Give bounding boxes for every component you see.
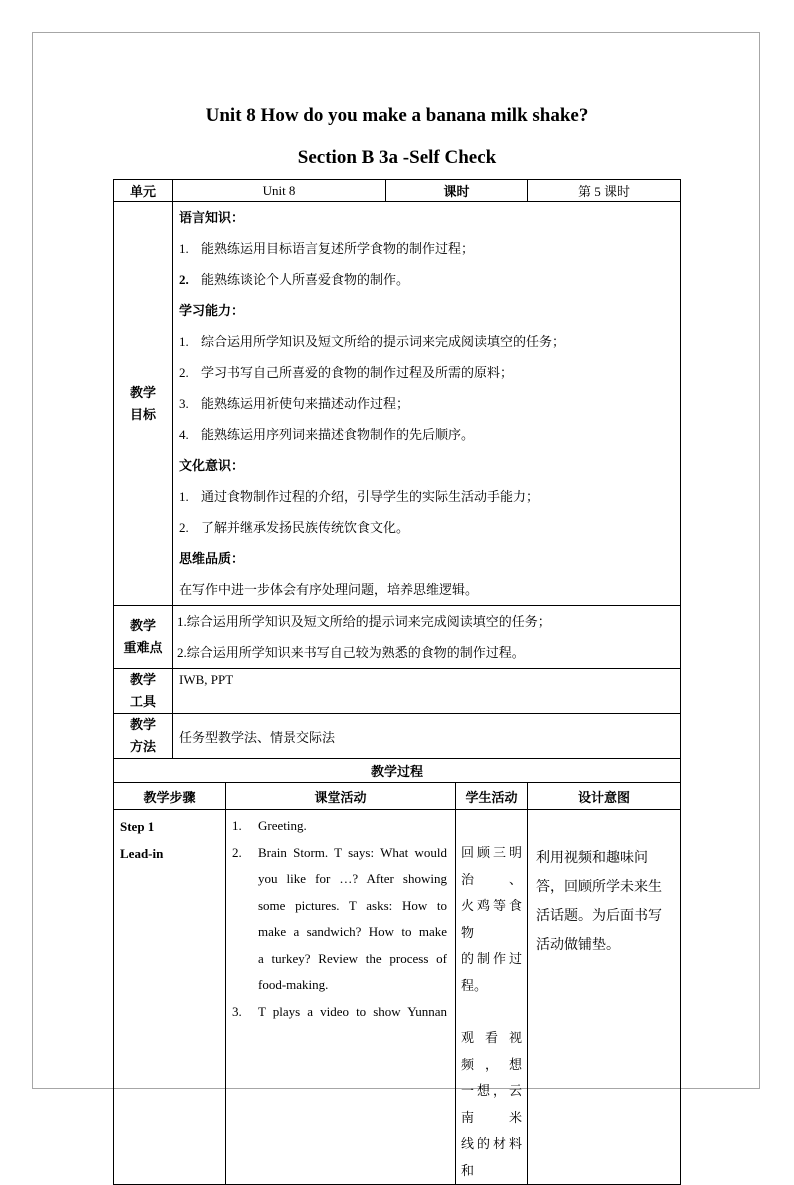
student-activity-cell: 回顾三明治、 火鸡等食物 的制作过程。 观看视频，想 一想，云南米 线的材料和 <box>456 810 528 1185</box>
design-intent-cell: 利用视频和趣味问 答，回顾所学未来生 活话题。为后面书写 活动做铺垫。 <box>528 810 681 1185</box>
key-point-item: 2.综合运用所学知识来书写自己较为熟悉的食物的制作过程。 <box>177 645 525 660</box>
process-header-row <box>114 783 681 810</box>
key-points-row <box>114 606 681 669</box>
column-header-steps: 教学步骤 <box>114 783 226 810</box>
period-value: 第 5 课时 <box>528 180 681 202</box>
section-heading: 思维品质： <box>179 551 245 566</box>
column-header-intent: 设计意图 <box>528 783 681 810</box>
column-header-activities: 课堂活动 <box>226 783 456 810</box>
column-header-student: 学生活动 <box>456 783 528 810</box>
tools-value: IWB, PPT <box>173 669 681 714</box>
objective-item: 1. 综合运用所学知识及短文所给的提示词来完成阅读填空的任务； <box>179 334 566 349</box>
methods-label: 教学 方法 <box>114 714 173 759</box>
objectives-label: 教学 目标 <box>114 202 173 606</box>
methods-value: 任务型教学法、情景交际法 <box>173 714 681 759</box>
step-number: Step 1 <box>120 819 155 834</box>
lesson-plan-table <box>113 179 681 1185</box>
process-heading-row <box>114 759 681 783</box>
key-points-label: 教学 重难点 <box>114 606 173 669</box>
objective-item: 2. 能熟练谈论个人所喜爱食物的制作。 <box>179 272 410 287</box>
page-title: Unit 8 How do you make a banana milk shake? <box>205 105 589 126</box>
section-heading: 语言知识： <box>179 210 245 225</box>
objective-item: 2. 学习书写自己所喜爱的食物的制作过程及所需的原料； <box>179 365 514 380</box>
unit-label: 单元 <box>114 180 173 202</box>
objective-plain: 在写作中进一步体会有序处理问题，培养思维逻辑。 <box>179 582 479 597</box>
step-cell <box>114 810 226 1185</box>
activity-item: 1. Greeting. <box>232 818 307 833</box>
objective-item: 3. 能熟练运用祈使句来描述动作过程； <box>179 396 410 411</box>
key-point-item: 1.综合运用所学知识及短文所给的提示词来完成阅读填空的任务； <box>177 614 551 629</box>
step-name: Lead-in <box>120 846 164 861</box>
objectives-row <box>114 202 681 606</box>
objective-item: 1. 通过食物制作过程的介绍，引导学生的实际生活动手能力； <box>179 489 540 504</box>
activities-cell: 1. Greeting. 2. Brain Storm. T says: What would you like for …? After showing some pictures. T asks: How to make a sandwich? How to make a turkey? Review the process of food-making. 3. T plays a video to show Yunnan <box>226 810 456 1185</box>
objective-item: 4. 能熟练运用序列词来描述食物制作的先后顺序。 <box>179 427 475 442</box>
info-row <box>114 180 681 202</box>
activity-item: 3. T plays a video to show Yunnan <box>232 1003 447 1019</box>
page-subtitle: Section B 3a -Self Check <box>297 147 497 168</box>
objective-item: 2. 了解并继承发扬民族传统饮食文化。 <box>179 520 410 535</box>
tools-row <box>114 669 681 714</box>
key-points-content <box>173 606 681 669</box>
unit-value: Unit 8 <box>173 180 386 202</box>
methods-row <box>114 714 681 759</box>
section-heading: 学习能力： <box>179 303 245 318</box>
activity-item: 2. Brain Storm. T says: What would <box>232 844 447 860</box>
objective-item: 1. 能熟练运用目标语言复述所学食物的制作过程； <box>179 241 475 256</box>
objectives-content <box>173 202 681 606</box>
period-label: 课时 <box>386 180 528 202</box>
process-heading: 教学过程 <box>114 759 681 783</box>
section-heading: 文化意识： <box>179 458 245 473</box>
tools-label: 教学 工具 <box>114 669 173 714</box>
step-row <box>114 810 681 1185</box>
